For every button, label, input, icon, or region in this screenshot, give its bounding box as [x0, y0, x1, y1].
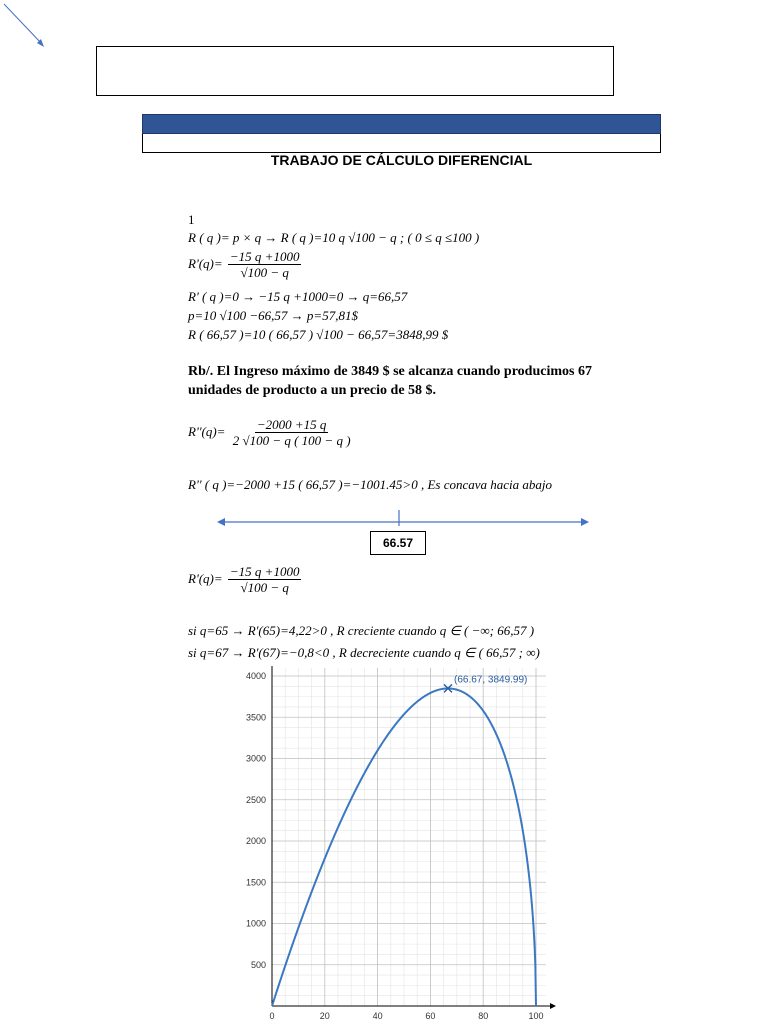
- fraction-denominator: 2 √100 − q ( 100 − q ): [232, 433, 351, 448]
- conclusion-text: Rb/. El Ingreso máximo de 3849 $ se alcanza cuando producimos 67 unidades de producto a un precio de 58 $.: [188, 364, 592, 398]
- x-tick-label: 20: [319, 1011, 330, 1021]
- equation-price: p=10 √100 −66,57 → p=57,81$: [188, 308, 358, 323]
- equation-revenue: R ( q )= p × q → R ( q )=10 q √100 − q ; ( 0 ≤ q ≤100 ): [188, 230, 480, 245]
- equation-critical-point: R' ( q )=0 → −15 q +1000=0 → q=66,57: [188, 289, 408, 304]
- equation-first-derivative-repeat: [188, 565, 303, 595]
- fraction-numerator: −2000 +15 q: [256, 417, 327, 432]
- equation-lhs: R'(q)=: [188, 570, 223, 586]
- fraction-denominator: √100 − q: [240, 265, 289, 280]
- x-axis-arrow: [550, 1003, 556, 1009]
- y-tick-label: 2500: [245, 794, 266, 805]
- document-title: TRABAJO DE CÁLCULO DIFERENCIAL: [270, 152, 533, 168]
- test-line-decreasing: si q=67 → R'(67)=−0,8<0 , R decreciente cuando q ∈ ( 66,57 ; ∞): [188, 645, 540, 660]
- corner-arrow-icon: [0, 0, 60, 60]
- x-tick-label: 80: [478, 1011, 489, 1021]
- y-tick-label: 3000: [245, 753, 266, 764]
- number-line: [215, 508, 595, 532]
- y-tick-label: 2000: [245, 836, 266, 846]
- x-tick-label: 60: [425, 1011, 436, 1021]
- max-point-label: (66.67, 3849.99): [454, 674, 528, 686]
- problem-number: 1: [188, 212, 195, 227]
- equation-max-revenue: R ( 66,57 )=10 ( 66,57 ) √100 − 66,57=3848,99 $: [188, 327, 449, 342]
- y-tick-label: 1000: [245, 918, 266, 929]
- fraction-numerator: −15 q +1000: [229, 249, 300, 264]
- fraction-numerator: −15 q +1000: [229, 564, 300, 579]
- equation-lhs: R'(q)=: [188, 255, 223, 271]
- equation-lhs: R''(q)=: [188, 423, 226, 439]
- x-tick-label: 0: [269, 1011, 275, 1021]
- revenue-chart: [228, 664, 598, 1024]
- fraction-denominator: √100 − q: [240, 580, 289, 595]
- equation-first-derivative: [188, 250, 303, 280]
- y-tick-label: 3500: [245, 712, 266, 723]
- equation-second-derivative: [188, 418, 355, 448]
- y-tick-label: 4000: [245, 671, 266, 681]
- x-tick-label: 40: [372, 1011, 383, 1021]
- header-bar: [142, 114, 661, 134]
- header-box: [96, 46, 614, 96]
- critical-value-box: 66.57: [370, 531, 426, 555]
- x-tick-label: 100: [528, 1011, 544, 1021]
- y-tick-label: 1500: [245, 877, 266, 888]
- header-bar-cell: [142, 134, 661, 153]
- y-tick-label: 500: [250, 959, 266, 970]
- equation-concavity: R'' ( q )=−2000 +15 ( 66,57 )=−1001.45>0 , Es concava hacia abajo: [188, 477, 553, 492]
- test-line-increasing: si q=65 → R'(65)=4,22>0 , R creciente cuando q ∈ ( −∞; 66,57 ): [188, 623, 535, 638]
